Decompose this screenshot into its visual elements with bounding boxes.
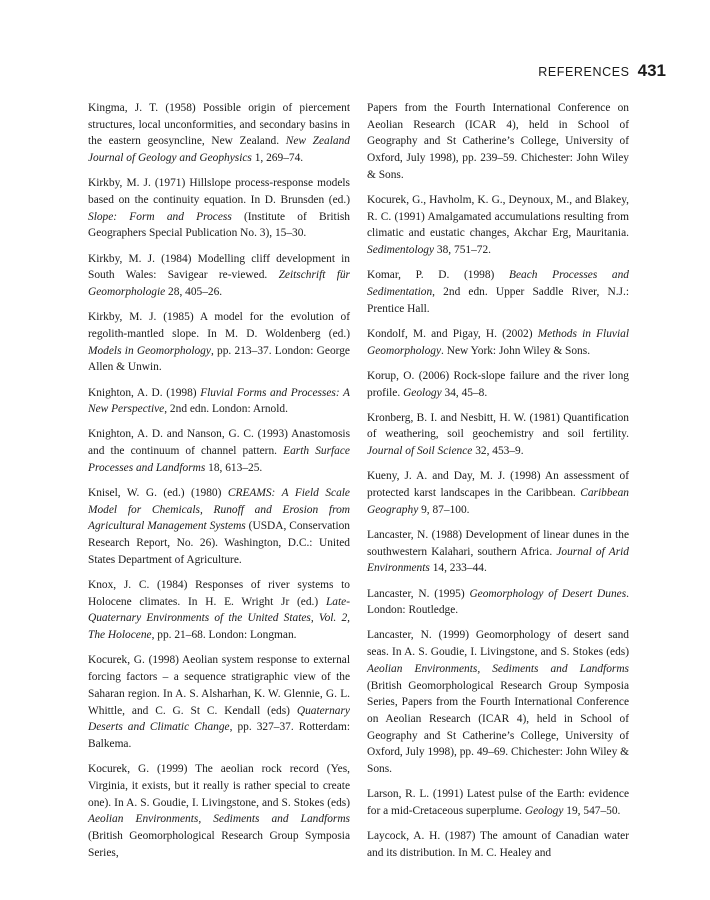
reference-title: Journal of Soil Science xyxy=(367,445,473,458)
reference-entry xyxy=(88,761,350,861)
reference-title: Geology xyxy=(403,386,442,399)
reference-title: Earth Surface Processes and Landforms xyxy=(88,445,350,474)
reference-title: Caribbean Geography xyxy=(367,487,629,516)
reference-entry xyxy=(88,100,350,167)
reference-text: Kirkby, M. J. (1971) Hillslope process-response models based on the continuity equation. In D. Brunsden (ed.) xyxy=(88,177,350,207)
reference-entry xyxy=(367,828,629,861)
reference-text: Kocurek, G. (1999) The aeolian rock record (Yes, Virginia, it exists, but it really is rather special to create one). In A. S. Goudie, I. Livingstone, and S. Stokes (eds) xyxy=(88,763,350,809)
reference-title: Zeitschrift für Geomorphologie xyxy=(88,269,350,299)
reference-title: Geomorphology of Desert Dunes xyxy=(469,587,627,600)
header-title: REFERENCES xyxy=(538,65,630,79)
reference-text: Lancaster, N. (1988) Development of linear dunes in the southwestern Kalahari, southern Africa. xyxy=(367,528,629,558)
reference-text: 34, 45–8. xyxy=(441,386,488,399)
reference-title: Aeolian Environments, Sediments and Landforms xyxy=(88,813,350,826)
reference-title: Late-Quaternary Environments of the United States, Vol. 2, The Holocene xyxy=(88,595,350,642)
reference-text: Kronberg, B. I. and Nesbitt, H. W. (1981) Quantification of weathering, soil geochemistry and soil fertility. xyxy=(367,411,629,441)
reference-title: Methods in Fluvial Geomorphology xyxy=(367,327,629,357)
reference-text: 19, 547–50. xyxy=(563,805,621,818)
reference-title: Sedimentology xyxy=(367,244,435,257)
reference-text: (British Geomorphological Research Group Symposia Series, Papers from the Fourth International Conference on Aeolian Research (ICAR 4), held in School of Geography and St Catherine’s College, University of Oxford, July 1998), pp. 49–69. Chichester: John Wiley & Sons. xyxy=(367,679,629,776)
reference-text: 38, 751–72. xyxy=(434,244,492,257)
reference-text: , pp. 213–37. London: George Allen & Unwin. xyxy=(88,344,350,374)
reference-text: (USDA, Conservation Research Report, No. 26). Washington, D.C.: United States Department of Agriculture. xyxy=(88,520,351,566)
reference-text: 9, 87–100. xyxy=(418,503,470,516)
reference-text: 18, 613–25. xyxy=(205,461,263,474)
reference-title: Models in Geomorphology xyxy=(88,344,211,357)
reference-entry xyxy=(88,175,350,242)
reference-text: Kocurek, G., Havholm, K. G., Deynoux, M., and Blakey, R. C. (1991) Amalgamated accumulations resulting from climatic and eustatic changes, Akchar Erg, Mauritania. xyxy=(367,194,629,240)
reference-text: Larson, R. L. (1991) Latest pulse of the Earth: evidence for a mid-Cretaceous superplume. xyxy=(367,788,629,818)
reference-text: Kueny, J. A. and Day, M. J. (1998) An assessment of protected karst landscapes in the Caribbean. xyxy=(367,470,629,500)
reference-title: CREAMS: A Field Scale Model for Chemicals, Runoff and Erosion from Agricultural Management Systems xyxy=(88,487,350,533)
reference-text: , 2nd edn. London: Arnold. xyxy=(164,403,288,416)
reference-title: Slope: Form and Process xyxy=(88,210,232,223)
reference-text: Knighton, A. D. and Nanson, G. C. (1993) Anastomosis and the continuum of channel pattern. xyxy=(88,428,350,458)
reference-title: Geology xyxy=(524,805,564,818)
reference-entry xyxy=(88,577,350,644)
reference-entry xyxy=(367,468,629,518)
reference-text: Kirkby, M. J. (1984) Modelling cliff development in South Wales: Savigear re-viewed. xyxy=(88,252,350,282)
left-column xyxy=(88,100,350,870)
reference-text: 32, 453–9. xyxy=(472,445,524,458)
reference-entry xyxy=(367,627,629,777)
reference-entry xyxy=(88,652,350,752)
reference-text: Knox, J. C. (1984) Responses of river systems to Holocene climates. In H. E. Wright Jr (ed.) xyxy=(88,579,350,608)
reference-text: Korup, O. (2006) Rock-slope failure and the river long profile. xyxy=(367,369,629,399)
reference-entry xyxy=(367,786,629,819)
reference-entry xyxy=(367,267,629,317)
reference-entry xyxy=(88,385,350,418)
reference-title: Aeolian Environments, Sediments and Landforms xyxy=(367,662,629,675)
reference-text: Kondolf, M. and Pigay, H. (2002) xyxy=(367,327,538,340)
reference-entry xyxy=(88,426,350,476)
reference-title: Quaternary Deserts and Climatic Change xyxy=(88,704,350,734)
reference-title: New Zealand Journal of Geology and Geophysics xyxy=(88,135,350,165)
right-column xyxy=(367,100,629,870)
reference-text: Kirkby, M. J. (1985) A model for the evolution of regolith-mantled slope. In M. D. Woldenberg (ed.) xyxy=(88,311,350,340)
page-number: 431 xyxy=(637,61,666,80)
reference-entry xyxy=(88,309,350,376)
reference-entry xyxy=(367,100,629,184)
reference-text: Lancaster, N. (1995) xyxy=(367,587,470,600)
reference-text: 28, 405–26. xyxy=(165,286,223,299)
reference-text: Knisel, W. G. (ed.) (1980) xyxy=(88,487,228,500)
reference-text: . New York: John Wiley & Sons. xyxy=(441,344,591,357)
reference-title: Beach Processes and Sedimentation xyxy=(367,269,629,299)
running-header xyxy=(538,61,666,81)
reference-text: . London: Routledge. xyxy=(367,587,629,617)
reference-text: (British Geomorphological Research Group Symposia Series, xyxy=(88,829,350,859)
reference-text: Kingma, J. T. (1958) Possible origin of piercement structures, local unconformities, and secondary basins in the eastern geosyncline, New Zealand. xyxy=(88,102,350,148)
reference-entry xyxy=(88,251,350,301)
reference-text: Lancaster, N. (1999) Geomorphology of desert sand seas. In A. S. Goudie, I. Livingstone, and S. Stokes (eds) xyxy=(367,629,629,659)
reference-text: Kocurek, G. (1998) Aeolian system response to external forcing factors – a sequence stratigraphic view of the Saharan region. In A. S. Alsharhan, K. W. Glennie, G. L. Whittle, and C. G. St C. Kendall (eds) xyxy=(88,654,350,717)
reference-entry xyxy=(367,192,629,259)
reference-entry xyxy=(367,527,629,577)
reference-text: Knighton, A. D. (1998) xyxy=(88,386,201,399)
reference-text: Komar, P. D. (1998) xyxy=(367,269,510,282)
reference-entry xyxy=(367,326,629,359)
reference-text: , 2nd edn. Upper Saddle River, N.J.: Prentice Hall. xyxy=(367,286,629,315)
reference-text: 1, 269–74. xyxy=(251,152,304,165)
reference-entry xyxy=(367,410,629,460)
reference-entry xyxy=(88,485,350,569)
reference-text: (Institute of British Geographers Special Publication No. 3), 15–30. xyxy=(88,210,351,240)
reference-text: Laycock, A. H. (1987) The amount of Canadian water and its distribution. In M. C. Healey and xyxy=(367,830,629,859)
reference-text: Papers from the Fourth International Conference on Aeolian Research (ICAR 4), held in School of Geography and St Catherine’s College, University of Oxford, July 1998), pp. 239–59. Chichester: John Wiley & Sons. xyxy=(367,102,629,181)
reference-entry xyxy=(367,586,629,619)
reference-text: , pp. 327–37. Rotterdam: Balkema. xyxy=(88,721,350,750)
reference-entry xyxy=(367,368,629,401)
reference-title: Journal of Arid Environments xyxy=(367,545,629,575)
reference-text: 14, 233–44. xyxy=(429,562,487,575)
reference-text: , pp. 21–68. London: Longman. xyxy=(151,629,297,642)
reference-title: Fluvial Forms and Processes: A New Perspective xyxy=(88,386,351,416)
